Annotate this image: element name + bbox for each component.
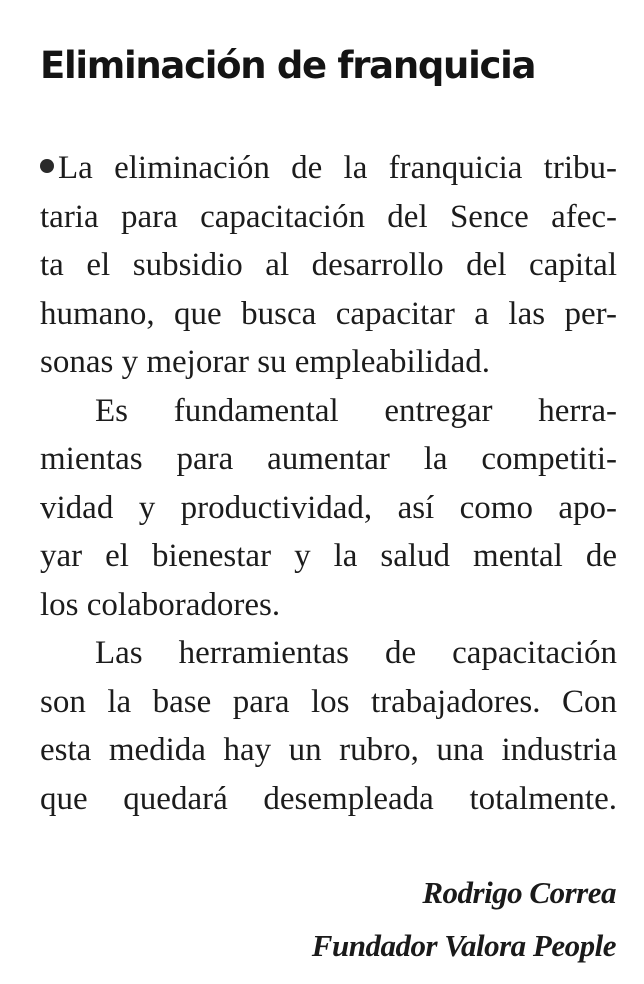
- headline: Eliminación de franquicia: [40, 44, 536, 87]
- body-line: vidad y productividad, así como apo-: [40, 489, 617, 526]
- body-line: [40, 144, 617, 193]
- body-line: Las herramientas de capacitación: [95, 635, 617, 671]
- author-title: Fundador Valora People: [311, 928, 616, 963]
- body-line: yar el bienestar y la salud mental de: [40, 538, 617, 574]
- body-line: que quedará desempleada totalmente.: [40, 780, 617, 817]
- body-line: los colaboradores.: [40, 586, 281, 623]
- body-line: ta el subsidio al desarrollo del capital: [40, 247, 617, 283]
- body-line: son la base para los trabajadores. Con: [40, 683, 617, 720]
- body-line: sonas y mejorar su empleabilidad.: [40, 344, 490, 380]
- letter-body: [40, 144, 617, 823]
- author-name: Rodrigo Correa: [422, 875, 616, 910]
- body-line: esta medida hay un rubro, una industria: [40, 732, 617, 768]
- body-line: taria para capacitación del Sence afec-: [40, 198, 617, 235]
- body-line: Es fundamental entregar herra-: [95, 392, 617, 429]
- body-line: mientas para aumentar la competiti-: [40, 441, 617, 477]
- body-line: humano, que busca capacitar a las per-: [40, 295, 617, 332]
- signature-block: [312, 866, 616, 972]
- body-line-text: La eliminación de la franquicia tribu-: [58, 150, 617, 186]
- bullet-icon: [40, 159, 54, 173]
